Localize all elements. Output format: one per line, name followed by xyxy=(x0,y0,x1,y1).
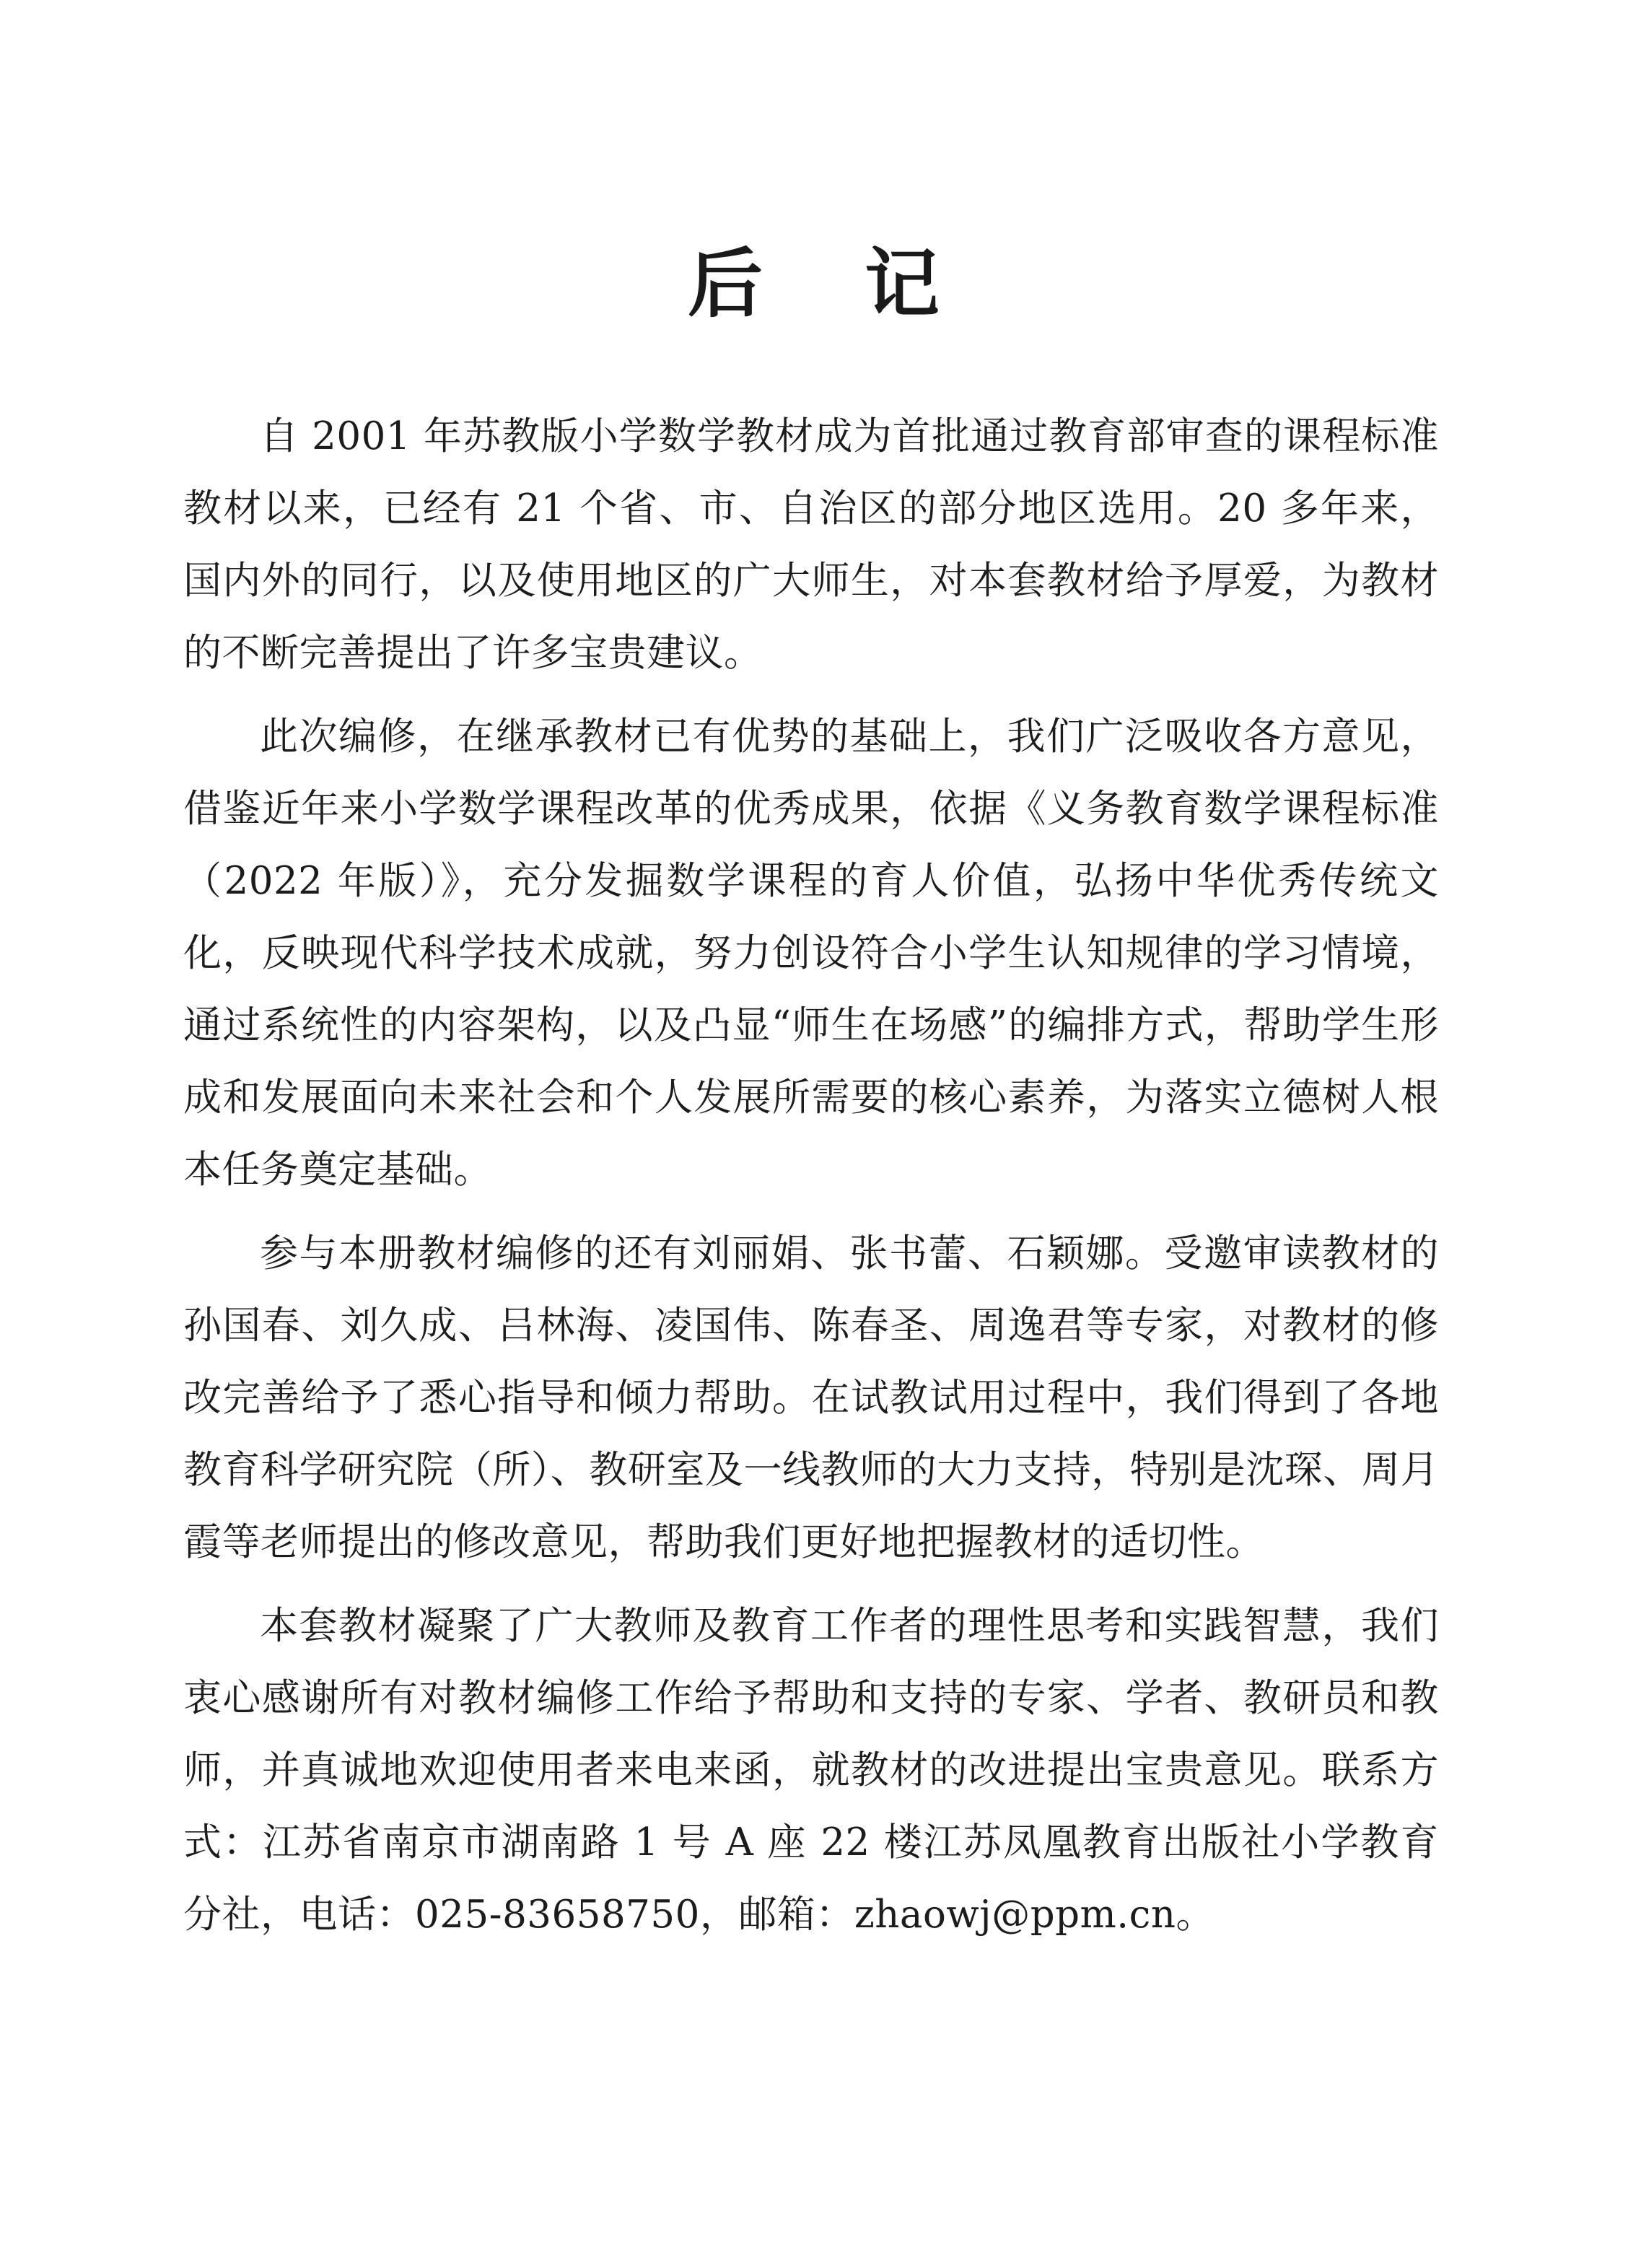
afterword-body xyxy=(183,401,1439,1963)
paragraph-3: 参与本册教材编修的还有刘丽娟、张书蕾、石颖娜。受邀审读教材的孙国春、刘久成、吕林海、凌国伟、陈春圣、周逸君等专家，对教材的修改完善给予了悉心指导和倾力帮助。在试教试用过程中，我们得到了各地教育科学研究院（所）、教研室及一线教师的大力支持，特别是沈琛、周月霞等老师提出的修改意见，帮助我们更好地把握教材的适切性。 xyxy=(183,1231,1439,1564)
title-char-1: 后 xyxy=(687,239,763,328)
page-title xyxy=(0,237,1628,331)
paragraph-4: 本套教材凝聚了广大教师及教育工作者的理性思考和实践智慧，我们衷心感谢所有对教材编修工作给予帮助和支持的专家、学者、教研员和教师，并真诚地欢迎使用者来电来函，就教材的改进提出宝贵意见。联系方式：江苏省南京市湖南路 1 号 A 座 22 楼江苏凤凰教育出版社小学教育分社，电话：025-83658750，邮箱：zhaowj@ppm.cn。 xyxy=(183,1604,1439,1937)
paragraph-2: 此次编修，在继承教材已有优势的基础上，我们广泛吸收各方意见，借鉴近年来小学数学课程改革的优秀成果，依据《义务教育数学课程标准（2022 年版）》，充分发掘数学课程的育人价值，弘扬中华优秀传统文化，反映现代科学技术成就，努力创设符合小学生认知规律的学习情境，通过系统性的内容架构，以及凸显“师生在场感”的编排方式，帮助学生形成和发展面向未来社会和个人发展所需要的核心素养，为落实立德树人根本任务奠定基础。 xyxy=(183,715,1439,1192)
paragraph-1: 自 2001 年苏教版小学数学教材成为首批通过教育部审查的课程标准教材以来，已经有 21 个省、市、自治区的部分地区选用。20 多年来，国内外的同行，以及使用地区的广大师生，对本套教材给予厚爱，为教材的不断完善提出了许多宝贵建议。 xyxy=(183,414,1439,675)
title-char-2: 记 xyxy=(865,239,941,328)
